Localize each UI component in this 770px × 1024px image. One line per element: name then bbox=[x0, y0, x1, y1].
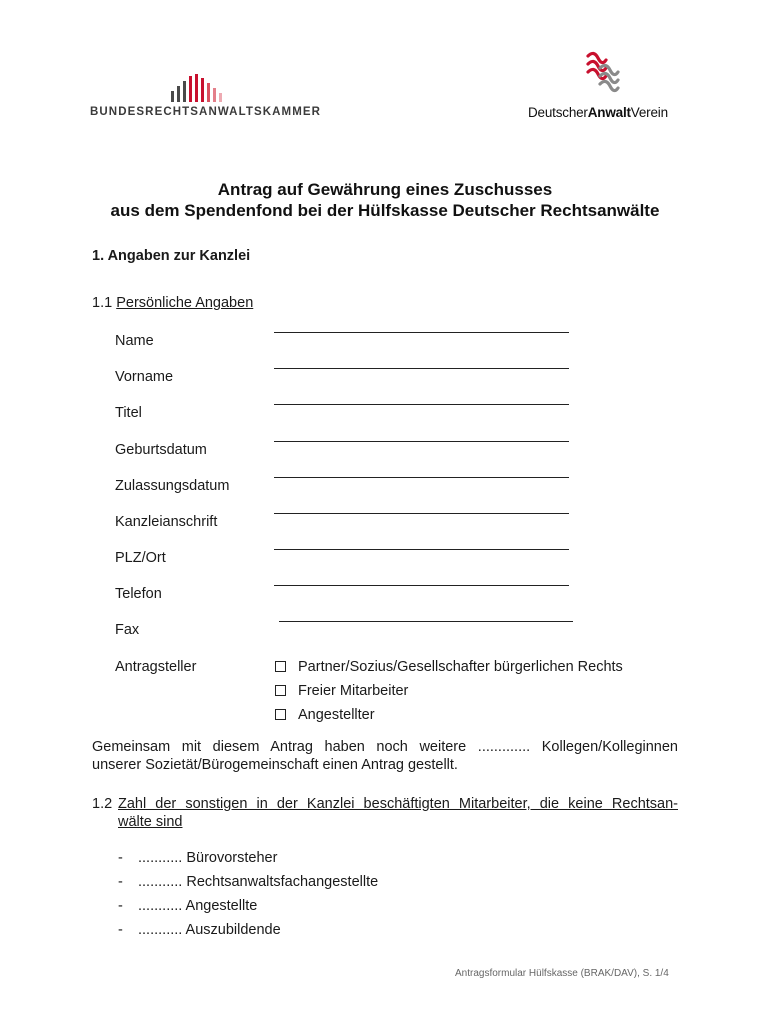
page-footer: Antragsformular Hülfskasse (BRAK/DAV), S. 1/4 bbox=[455, 968, 669, 979]
dav-logo-text bbox=[528, 105, 668, 120]
field-label-plz-ort: PLZ/Ort bbox=[115, 550, 166, 566]
dav-logo-part-2: Anwalt bbox=[587, 105, 631, 120]
applicant-label: Antragsteller bbox=[115, 659, 197, 675]
field-input-vorname[interactable] bbox=[274, 368, 569, 369]
section-1-heading: 1. Angaben zur Kanzlei bbox=[92, 248, 251, 264]
section-1-1-title: Persönliche Angaben bbox=[116, 295, 254, 311]
staff-item-3-dash: - bbox=[118, 898, 123, 914]
dav-logo-part-1: Deutscher bbox=[528, 105, 588, 120]
field-label-telefon: Telefon bbox=[115, 586, 162, 602]
section-1-2-title-line-1: Zahl der sonstigen in der Kanzlei beschäftigten Mitarbeiter, die keine Rechtsan- bbox=[118, 796, 678, 812]
staff-item-4-dash: - bbox=[118, 922, 123, 938]
section-1-2-number: 1.2 bbox=[92, 796, 113, 812]
field-input-zulassungsdatum[interactable] bbox=[274, 477, 569, 478]
applicant-option-employee-checkbox[interactable] bbox=[275, 709, 286, 720]
staff-item-2-dash: - bbox=[118, 874, 123, 890]
applicant-option-freelancer-checkbox[interactable] bbox=[275, 685, 286, 696]
staff-item-1-text: ........... Bürovorsteher bbox=[138, 850, 278, 866]
document-title-line-1: Antrag auf Gewährung eines Zuschusses bbox=[217, 180, 553, 199]
field-label-titel: Titel bbox=[115, 405, 142, 421]
applicant-option-partner-label: Partner/Sozius/Gesellschafter bürgerlichen Rechts bbox=[298, 659, 623, 675]
field-label-fax: Fax bbox=[115, 622, 140, 638]
field-input-kanzleianschrift[interactable] bbox=[274, 513, 569, 514]
field-input-titel[interactable] bbox=[274, 404, 569, 405]
colleagues-note-line-1: Gemeinsam mit diesem Antrag haben noch weitere ............. Kollegen/Kolleginnen bbox=[92, 739, 678, 755]
field-input-geburtsdatum[interactable] bbox=[274, 441, 569, 442]
field-label-zulassungsdatum: Zulassungsdatum bbox=[115, 478, 230, 494]
dav-waves-icon bbox=[582, 48, 626, 96]
section-1-1-heading bbox=[92, 295, 253, 311]
applicant-option-freelancer-label: Freier Mitarbeiter bbox=[298, 683, 409, 699]
field-label-name: Name bbox=[115, 333, 154, 349]
field-input-fax[interactable] bbox=[279, 621, 573, 622]
field-input-name[interactable] bbox=[274, 332, 569, 333]
staff-item-1-dash: - bbox=[118, 850, 123, 866]
applicant-option-employee-label: Angestellter bbox=[298, 707, 375, 723]
brak-logo-text: BUNDESRECHTSANWALTSKAMMER bbox=[90, 106, 322, 118]
field-label-geburtsdatum: Geburtsdatum bbox=[115, 442, 207, 458]
field-input-plz-ort[interactable] bbox=[274, 549, 569, 550]
brak-bars-icon bbox=[171, 74, 231, 102]
section-1-2-title-line-2: wälte sind bbox=[118, 814, 183, 830]
section-1-1-number: 1.1 bbox=[92, 295, 113, 311]
colleagues-note-line-2: unserer Sozietät/Bürogemeinschaft einen Antrag gestellt. bbox=[92, 757, 458, 773]
applicant-option-partner-checkbox[interactable] bbox=[275, 661, 286, 672]
dav-logo-part-3: Verein bbox=[630, 105, 668, 120]
field-label-kanzleianschrift: Kanzleianschrift bbox=[115, 514, 218, 530]
field-label-vorname: Vorname bbox=[115, 369, 174, 385]
staff-item-3-text: ........... Angestellte bbox=[138, 898, 258, 914]
document-title-line-2: aus dem Spendenfond bei der Hülfskasse Deutscher Rechtsanwälte bbox=[110, 201, 660, 220]
field-input-telefon[interactable] bbox=[274, 585, 569, 586]
staff-item-2-text: ........... Rechtsanwaltsfachangestellte bbox=[138, 874, 379, 890]
staff-item-4-text: ........... Auszubildende bbox=[138, 922, 281, 938]
